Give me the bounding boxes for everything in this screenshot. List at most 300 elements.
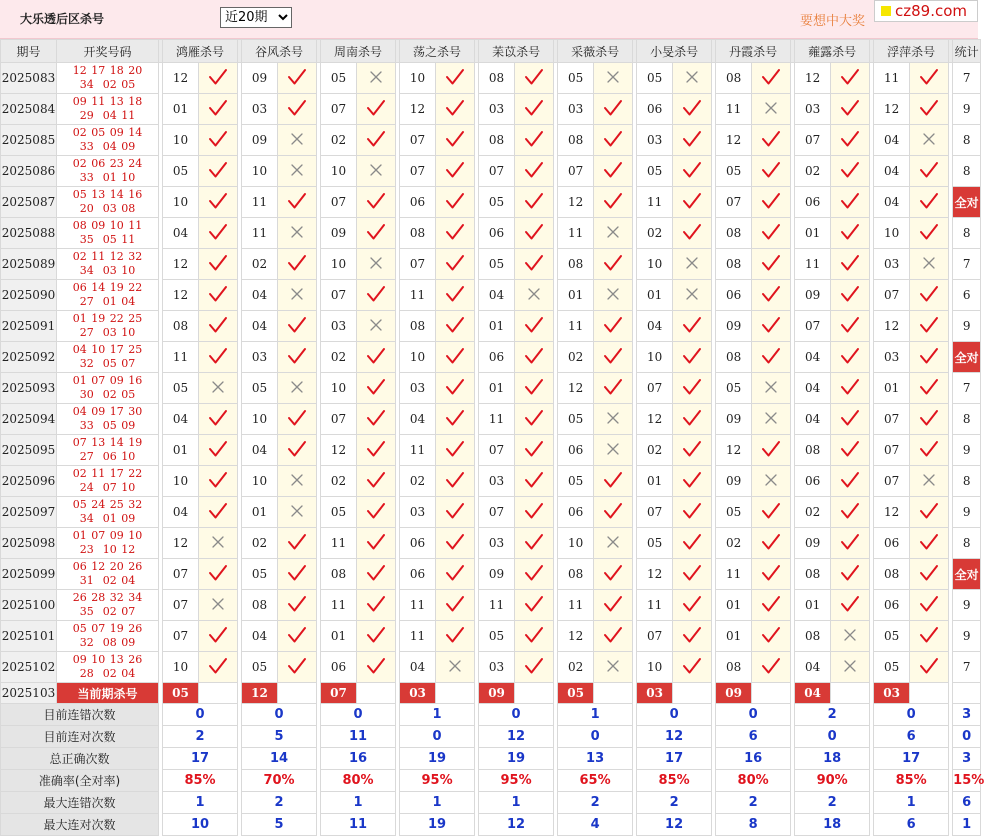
result-mark bbox=[357, 218, 396, 249]
check-icon bbox=[840, 192, 860, 213]
check-icon bbox=[761, 564, 781, 585]
check-icon bbox=[524, 130, 544, 151]
summary-value: 12 bbox=[637, 814, 712, 836]
check-icon bbox=[603, 254, 623, 275]
check-icon bbox=[840, 471, 860, 492]
period-cell: 2025085 bbox=[1, 125, 57, 156]
table-row bbox=[1, 373, 981, 404]
row-stat: 7 bbox=[953, 249, 981, 280]
result-mark bbox=[199, 311, 238, 342]
period-cell: 2025092 bbox=[1, 342, 57, 373]
result-mark bbox=[278, 435, 317, 466]
kill-pick: 11 bbox=[558, 218, 594, 249]
check-icon bbox=[366, 440, 386, 461]
check-icon bbox=[366, 657, 386, 678]
summary-value: 2 bbox=[242, 792, 317, 814]
current-kill-number: 12 bbox=[242, 683, 278, 704]
check-icon bbox=[682, 471, 702, 492]
cross-icon bbox=[605, 658, 621, 677]
check-icon bbox=[919, 440, 939, 461]
result-mark bbox=[278, 652, 317, 683]
result-mark bbox=[199, 94, 238, 125]
check-icon bbox=[524, 595, 544, 616]
check-icon bbox=[208, 626, 228, 647]
kill-pick: 11 bbox=[637, 590, 673, 621]
check-icon bbox=[366, 409, 386, 430]
check-icon bbox=[445, 502, 465, 523]
result-mark bbox=[594, 559, 633, 590]
cross-icon bbox=[289, 162, 305, 181]
check-icon bbox=[761, 533, 781, 554]
kill-pick: 06 bbox=[479, 218, 515, 249]
period-cell: 2025101 bbox=[1, 621, 57, 652]
summary-value: 18 bbox=[795, 814, 870, 836]
kill-pick: 03 bbox=[400, 497, 436, 528]
check-icon bbox=[524, 378, 544, 399]
result-mark bbox=[673, 218, 712, 249]
summary-value: 2 bbox=[637, 792, 712, 814]
result-mark bbox=[673, 466, 712, 497]
summary-value: 1 bbox=[321, 792, 396, 814]
result-mark bbox=[357, 559, 396, 590]
check-icon bbox=[919, 223, 939, 244]
summary-value: 12 bbox=[479, 726, 554, 748]
draw-numbers-cell bbox=[57, 404, 159, 435]
result-mark bbox=[752, 63, 791, 94]
kill-pick: 09 bbox=[795, 528, 831, 559]
kill-pick: 08 bbox=[479, 63, 515, 94]
result-mark bbox=[831, 621, 870, 652]
summary-value: 0 bbox=[400, 726, 475, 748]
front-numbers: 04 10 17 25 32 bbox=[72, 343, 143, 370]
check-icon bbox=[366, 471, 386, 492]
result-mark bbox=[436, 342, 475, 373]
check-icon bbox=[761, 161, 781, 182]
check-icon bbox=[840, 564, 860, 585]
slogan-text: 要想中大奖 bbox=[800, 14, 866, 29]
kill-pick: 04 bbox=[795, 652, 831, 683]
empty-cell bbox=[594, 683, 633, 704]
result-mark bbox=[357, 280, 396, 311]
kill-pick: 03 bbox=[242, 342, 278, 373]
result-mark bbox=[357, 466, 396, 497]
result-mark bbox=[831, 652, 870, 683]
result-mark bbox=[594, 435, 633, 466]
result-mark bbox=[910, 652, 949, 683]
kill-pick: 05 bbox=[242, 559, 278, 590]
kill-pick: 07 bbox=[874, 280, 910, 311]
check-icon bbox=[840, 68, 860, 89]
check-icon bbox=[761, 223, 781, 244]
check-icon bbox=[287, 254, 307, 275]
check-icon bbox=[208, 68, 228, 89]
summary-value: 0 bbox=[953, 726, 981, 748]
check-icon bbox=[208, 657, 228, 678]
logo-square-icon bbox=[881, 6, 891, 16]
summary-value: 8 bbox=[716, 814, 791, 836]
result-mark bbox=[278, 125, 317, 156]
result-mark bbox=[831, 311, 870, 342]
check-icon bbox=[919, 626, 939, 647]
result-mark bbox=[199, 652, 238, 683]
result-mark bbox=[752, 311, 791, 342]
summary-label: 总正确次数 bbox=[1, 748, 159, 770]
result-mark bbox=[673, 63, 712, 94]
check-icon bbox=[919, 657, 939, 678]
result-mark bbox=[910, 590, 949, 621]
summary-label: 目前连对次数 bbox=[1, 726, 159, 748]
front-numbers: 01 07 09 10 23 bbox=[72, 529, 143, 556]
current-kill-number: 05 bbox=[163, 683, 199, 704]
kill-pick: 06 bbox=[479, 342, 515, 373]
result-mark bbox=[278, 590, 317, 621]
check-icon bbox=[840, 378, 860, 399]
check-icon bbox=[524, 68, 544, 89]
kill-pick: 10 bbox=[242, 156, 278, 187]
result-mark bbox=[673, 125, 712, 156]
period-cell: 2025083 bbox=[1, 63, 57, 94]
kill-pick: 01 bbox=[479, 373, 515, 404]
check-icon bbox=[840, 347, 860, 368]
draw-numbers-cell bbox=[57, 342, 159, 373]
draw-numbers-cell bbox=[57, 94, 159, 125]
kill-pick: 10 bbox=[637, 652, 673, 683]
row-stat: 8 bbox=[953, 125, 981, 156]
result-mark bbox=[436, 156, 475, 187]
result-mark bbox=[910, 497, 949, 528]
check-icon bbox=[840, 440, 860, 461]
check-icon bbox=[919, 564, 939, 585]
check-icon bbox=[761, 254, 781, 275]
summary-value: 19 bbox=[400, 814, 475, 836]
kill-pick: 03 bbox=[637, 125, 673, 156]
empty-cell bbox=[953, 683, 981, 704]
front-numbers: 01 19 22 25 27 bbox=[72, 312, 143, 339]
check-icon bbox=[761, 285, 781, 306]
row-stat: 9 bbox=[953, 435, 981, 466]
result-mark bbox=[436, 652, 475, 683]
result-mark bbox=[436, 187, 475, 218]
table-row bbox=[1, 125, 981, 156]
result-mark bbox=[278, 466, 317, 497]
current-period-row bbox=[1, 683, 981, 704]
summary-value: 19 bbox=[400, 748, 475, 770]
result-mark bbox=[831, 497, 870, 528]
kill-pick: 07 bbox=[874, 466, 910, 497]
result-mark bbox=[199, 63, 238, 94]
kill-number-table bbox=[0, 39, 984, 836]
row-stat: 9 bbox=[953, 497, 981, 528]
kill-pick: 10 bbox=[874, 218, 910, 249]
result-mark bbox=[910, 621, 949, 652]
kill-pick: 08 bbox=[716, 652, 752, 683]
check-icon bbox=[603, 502, 623, 523]
result-mark bbox=[831, 156, 870, 187]
kill-pick: 08 bbox=[163, 311, 199, 342]
cross-icon bbox=[763, 472, 779, 491]
kill-pick: 06 bbox=[400, 187, 436, 218]
row-stat: 7 bbox=[953, 652, 981, 683]
kill-pick: 07 bbox=[479, 497, 515, 528]
col-expert: 周南杀号 bbox=[321, 40, 396, 63]
page-title: 大乐透后区杀号 bbox=[20, 12, 105, 26]
cross-icon bbox=[842, 658, 858, 677]
result-mark bbox=[831, 280, 870, 311]
summary-value: 18 bbox=[795, 748, 870, 770]
kill-pick: 06 bbox=[795, 466, 831, 497]
result-mark bbox=[594, 652, 633, 683]
current-kill-number: 09 bbox=[479, 683, 515, 704]
check-icon bbox=[682, 502, 702, 523]
result-mark bbox=[831, 249, 870, 280]
kill-pick: 06 bbox=[400, 528, 436, 559]
result-mark bbox=[515, 590, 554, 621]
summary-value: 1 bbox=[479, 792, 554, 814]
summary-value: 19 bbox=[479, 748, 554, 770]
back-numbers: 02 04 bbox=[102, 667, 136, 680]
kill-pick: 12 bbox=[163, 63, 199, 94]
result-mark bbox=[357, 63, 396, 94]
check-icon bbox=[366, 502, 386, 523]
table-row bbox=[1, 404, 981, 435]
summary-value: 17 bbox=[874, 748, 949, 770]
kill-pick: 02 bbox=[795, 156, 831, 187]
summary-value: 14 bbox=[242, 748, 317, 770]
kill-pick: 03 bbox=[242, 94, 278, 125]
result-mark bbox=[594, 373, 633, 404]
kill-pick: 08 bbox=[321, 559, 357, 590]
kill-pick: 02 bbox=[637, 218, 673, 249]
check-icon bbox=[761, 657, 781, 678]
kill-pick: 02 bbox=[558, 652, 594, 683]
kill-pick: 12 bbox=[874, 497, 910, 528]
kill-pick: 08 bbox=[716, 342, 752, 373]
result-mark bbox=[910, 187, 949, 218]
result-mark bbox=[673, 559, 712, 590]
result-mark bbox=[357, 311, 396, 342]
check-icon bbox=[445, 595, 465, 616]
check-icon bbox=[287, 595, 307, 616]
front-numbers: 05 13 14 16 20 bbox=[72, 188, 143, 215]
check-icon bbox=[603, 316, 623, 337]
check-icon bbox=[445, 378, 465, 399]
result-mark bbox=[515, 652, 554, 683]
check-icon bbox=[208, 471, 228, 492]
result-mark bbox=[436, 280, 475, 311]
kill-pick: 07 bbox=[637, 373, 673, 404]
result-mark bbox=[594, 528, 633, 559]
result-mark bbox=[357, 404, 396, 435]
result-mark bbox=[278, 249, 317, 280]
current-kill-label: 当前期杀号 bbox=[57, 683, 159, 704]
table-row bbox=[1, 249, 981, 280]
check-icon bbox=[603, 130, 623, 151]
summary-value: 1 bbox=[953, 814, 981, 836]
kill-pick: 11 bbox=[479, 590, 515, 621]
result-mark bbox=[752, 404, 791, 435]
summary-value: 5 bbox=[242, 814, 317, 836]
kill-pick: 08 bbox=[716, 63, 752, 94]
table-row bbox=[1, 466, 981, 497]
result-mark bbox=[436, 63, 475, 94]
current-kill-number: 04 bbox=[795, 683, 831, 704]
result-mark bbox=[673, 311, 712, 342]
check-icon bbox=[603, 626, 623, 647]
kill-pick: 11 bbox=[558, 590, 594, 621]
summary-value: 3 bbox=[953, 704, 981, 726]
result-mark bbox=[278, 63, 317, 94]
check-icon bbox=[682, 626, 702, 647]
cross-icon bbox=[684, 255, 700, 274]
check-icon bbox=[761, 316, 781, 337]
current-kill-number: 09 bbox=[716, 683, 752, 704]
kill-pick: 01 bbox=[242, 497, 278, 528]
summary-row bbox=[1, 704, 981, 726]
summary-value: 13 bbox=[558, 748, 633, 770]
check-icon bbox=[287, 657, 307, 678]
top-bar bbox=[0, 0, 978, 39]
kill-pick: 06 bbox=[874, 528, 910, 559]
kill-pick: 03 bbox=[874, 249, 910, 280]
result-mark bbox=[515, 63, 554, 94]
kill-pick: 12 bbox=[716, 435, 752, 466]
kill-pick: 06 bbox=[400, 559, 436, 590]
kill-pick: 08 bbox=[558, 125, 594, 156]
period-cell: 2025102 bbox=[1, 652, 57, 683]
back-numbers: 07 10 bbox=[102, 481, 136, 494]
back-numbers: 02 05 bbox=[102, 78, 136, 91]
check-icon bbox=[366, 130, 386, 151]
front-numbers: 01 07 09 16 30 bbox=[72, 374, 143, 401]
table-row bbox=[1, 590, 981, 621]
table-row bbox=[1, 311, 981, 342]
kill-pick: 01 bbox=[637, 280, 673, 311]
logo-text: cz89.com bbox=[895, 2, 968, 20]
kill-pick: 09 bbox=[242, 125, 278, 156]
kill-pick: 02 bbox=[558, 342, 594, 373]
result-mark bbox=[831, 187, 870, 218]
result-mark bbox=[515, 125, 554, 156]
check-icon bbox=[445, 68, 465, 89]
period-cell: 2025088 bbox=[1, 218, 57, 249]
table-row bbox=[1, 652, 981, 683]
result-mark bbox=[436, 249, 475, 280]
period-cell: 2025090 bbox=[1, 280, 57, 311]
cross-icon bbox=[210, 379, 226, 398]
result-mark bbox=[515, 466, 554, 497]
result-mark bbox=[357, 652, 396, 683]
draw-numbers-cell bbox=[57, 497, 159, 528]
check-icon bbox=[287, 440, 307, 461]
period-range-select[interactable] bbox=[220, 7, 292, 28]
summary-row bbox=[1, 726, 981, 748]
kill-pick: 07 bbox=[400, 125, 436, 156]
result-mark bbox=[594, 218, 633, 249]
kill-pick: 05 bbox=[716, 156, 752, 187]
draw-numbers-cell bbox=[57, 559, 159, 590]
row-stat: 9 bbox=[953, 590, 981, 621]
result-mark bbox=[752, 621, 791, 652]
check-icon bbox=[761, 502, 781, 523]
back-numbers: 05 07 bbox=[102, 357, 136, 370]
check-icon bbox=[524, 161, 544, 182]
cross-icon bbox=[763, 100, 779, 119]
kill-pick: 05 bbox=[716, 373, 752, 404]
check-icon bbox=[445, 564, 465, 585]
kill-pick: 02 bbox=[400, 466, 436, 497]
check-icon bbox=[682, 192, 702, 213]
result-mark bbox=[752, 466, 791, 497]
kill-pick: 09 bbox=[716, 404, 752, 435]
result-mark bbox=[752, 435, 791, 466]
table-row bbox=[1, 528, 981, 559]
check-icon bbox=[208, 347, 228, 368]
check-icon bbox=[445, 223, 465, 244]
result-mark bbox=[515, 435, 554, 466]
cross-icon bbox=[684, 69, 700, 88]
table-row bbox=[1, 218, 981, 249]
result-mark bbox=[436, 497, 475, 528]
result-mark bbox=[673, 528, 712, 559]
kill-pick: 11 bbox=[558, 311, 594, 342]
front-numbers: 04 09 17 30 33 bbox=[72, 405, 143, 432]
cross-icon bbox=[368, 317, 384, 336]
summary-label: 最大连错次数 bbox=[1, 792, 159, 814]
kill-pick: 04 bbox=[242, 280, 278, 311]
summary-label: 最大连对次数 bbox=[1, 814, 159, 836]
kill-pick: 02 bbox=[637, 435, 673, 466]
check-icon bbox=[287, 316, 307, 337]
draw-numbers-cell bbox=[57, 652, 159, 683]
period-cell: 2025087 bbox=[1, 187, 57, 218]
check-icon bbox=[524, 316, 544, 337]
check-icon bbox=[840, 316, 860, 337]
result-mark bbox=[515, 342, 554, 373]
kill-pick: 04 bbox=[874, 187, 910, 218]
kill-pick: 01 bbox=[874, 373, 910, 404]
current-kill-number: 03 bbox=[874, 683, 910, 704]
summary-value: 17 bbox=[637, 748, 712, 770]
check-icon bbox=[524, 347, 544, 368]
result-mark bbox=[831, 435, 870, 466]
check-icon bbox=[682, 378, 702, 399]
result-mark bbox=[199, 559, 238, 590]
result-mark bbox=[515, 280, 554, 311]
check-icon bbox=[445, 533, 465, 554]
result-mark bbox=[278, 187, 317, 218]
front-numbers: 09 10 13 26 28 bbox=[72, 653, 143, 680]
kill-pick: 03 bbox=[479, 652, 515, 683]
result-mark bbox=[436, 404, 475, 435]
kill-pick: 01 bbox=[163, 94, 199, 125]
check-icon bbox=[840, 285, 860, 306]
result-mark bbox=[752, 497, 791, 528]
kill-pick: 04 bbox=[795, 373, 831, 404]
kill-pick: 11 bbox=[874, 63, 910, 94]
kill-pick: 04 bbox=[479, 280, 515, 311]
result-mark bbox=[357, 590, 396, 621]
col-expert: 鸿雁杀号 bbox=[163, 40, 238, 63]
check-icon bbox=[208, 192, 228, 213]
check-icon bbox=[287, 99, 307, 120]
empty-cell bbox=[436, 683, 475, 704]
col-stat: 统计 bbox=[953, 40, 981, 63]
result-mark bbox=[515, 497, 554, 528]
kill-pick: 06 bbox=[558, 497, 594, 528]
result-mark bbox=[199, 156, 238, 187]
site-logo[interactable] bbox=[874, 0, 978, 22]
cross-icon bbox=[447, 658, 463, 677]
